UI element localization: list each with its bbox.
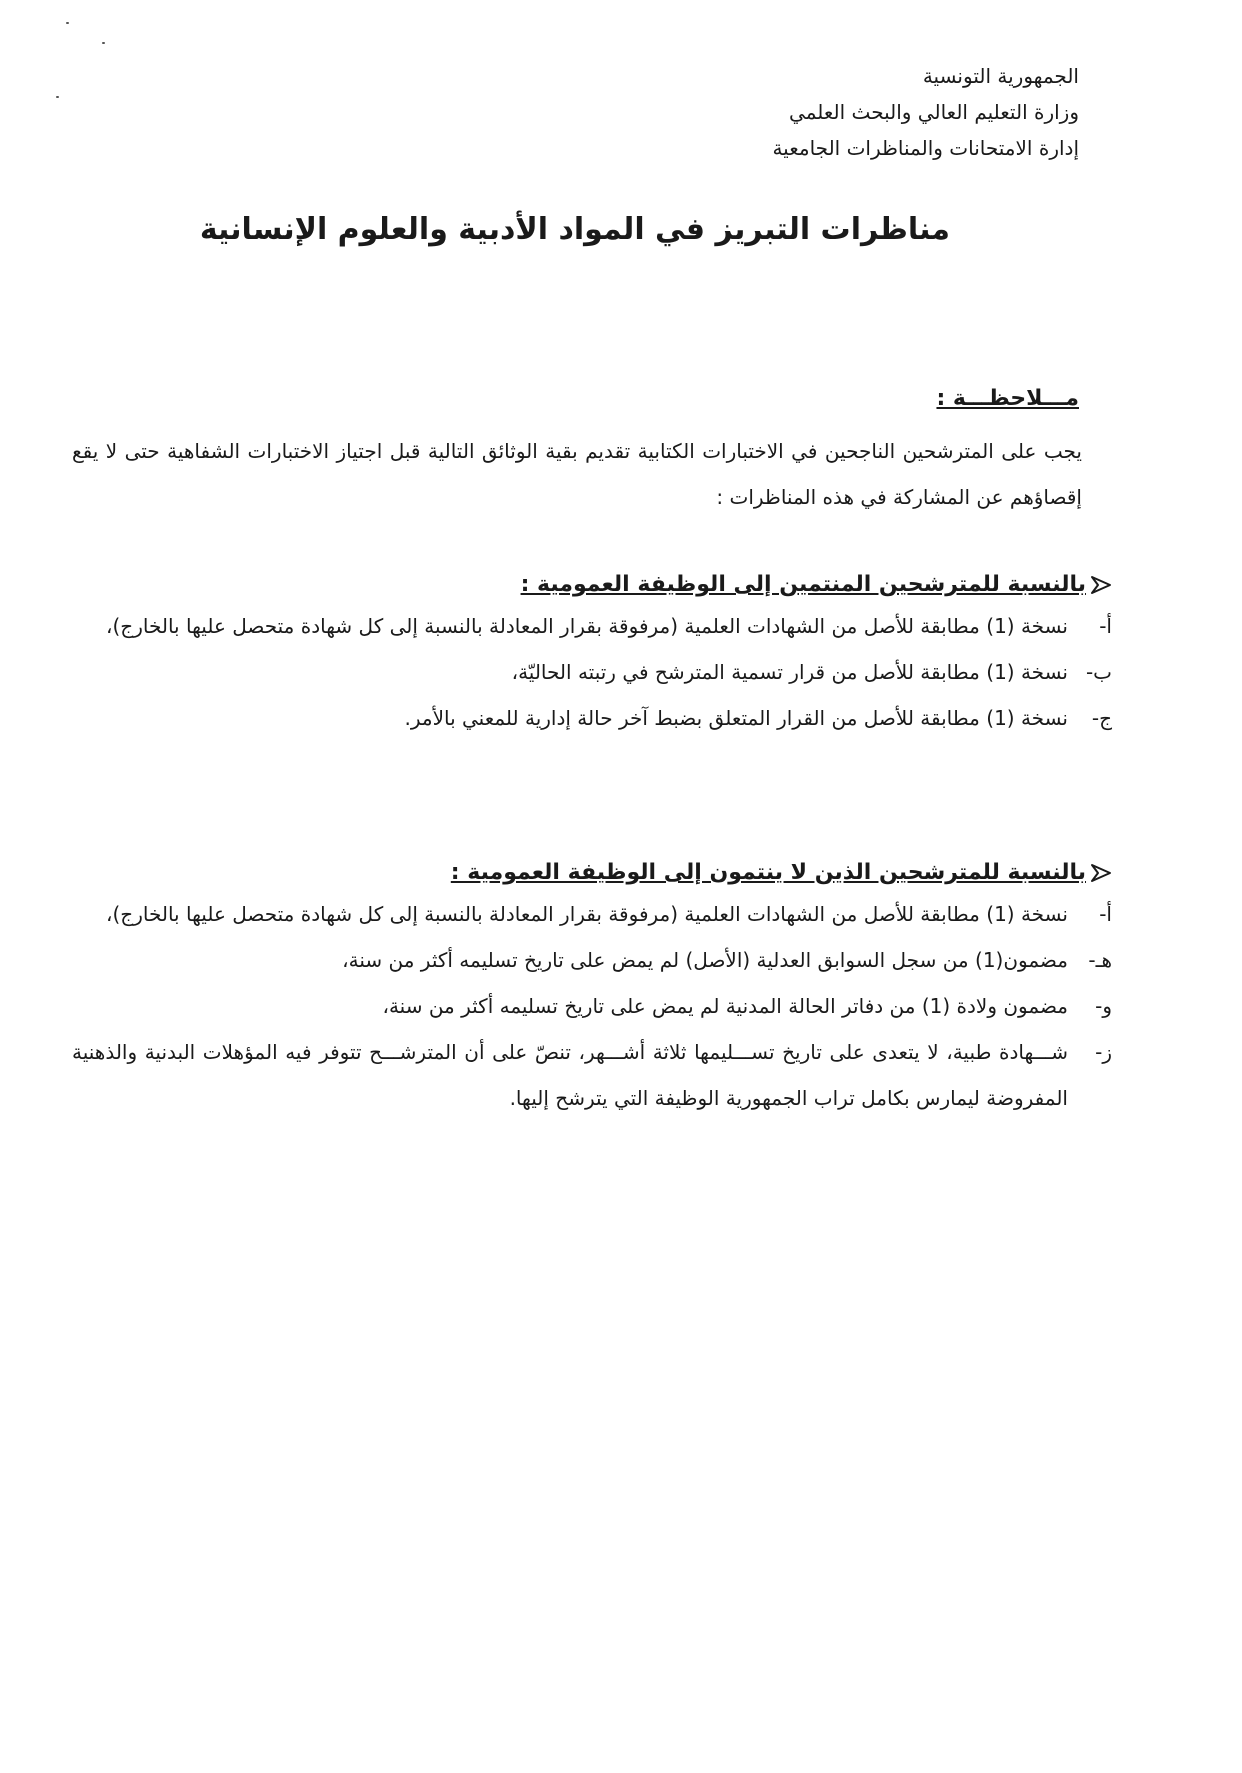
section-heading-label: بالنسبة للمترشحين الذين لا ينتمون إلى الوظيفة العمومية : — [450, 860, 1086, 885]
note-body: يجب على المترشحين الناجحين في الاختبارات الكتابية تقديم بقية الوثائق التالية قبل اجتياز الاختبارات الشفاهية حتى لا يقع إقصاؤهم عن المشاركة في هذه المناظرات : — [72, 439, 1082, 509]
list-item-mark: أ- — [1099, 902, 1112, 926]
letterhead-country: الجمهورية التونسية — [922, 64, 1079, 88]
section-heading — [72, 860, 1112, 885]
note-heading: مـــلاحظـــة : — [936, 386, 1079, 411]
list-item-mark: أ- — [1099, 614, 1112, 638]
list-item-text: نسخة (1) مطابقة للأصل من قرار تسمية المترشح في رتبته الحاليّة، — [511, 660, 1068, 684]
list-item-mark: هـ- — [1088, 948, 1112, 972]
list-item — [72, 1029, 1112, 1121]
list-item-mark: و- — [1095, 994, 1112, 1018]
section-public-servants — [72, 572, 1112, 741]
list-item-text: مضمون(1) من سجل السوابق العدلية (الأصل) لم يمض على تاريخ تسليمه أكثر من سنة، — [342, 948, 1068, 972]
document-title: مناظرات التبريز في المواد الأدبية والعلوم الإنسانية — [199, 212, 950, 247]
list-item-text: نسخة (1) مطابقة للأصل من القرار المتعلق بضبط آخر حالة إدارية للمعني بالأمر. — [404, 706, 1068, 730]
section-heading — [72, 572, 1112, 597]
arrow-bullet-icon — [1090, 862, 1112, 884]
list-item — [72, 937, 1112, 983]
scan-speck — [56, 96, 59, 98]
list-item — [72, 891, 1112, 937]
list-item-mark: ج- — [1091, 706, 1112, 730]
scan-speck — [102, 42, 105, 44]
letterhead-department: إدارة الامتحانات والمناظرات الجامعية — [772, 136, 1079, 160]
list-item-text: شـــهادة طبية، لا يتعدى على تاريخ تســـليمها ثلاثة أشـــهر، تنصّ على أن المترشـــح تتوفر فيه المؤهلات البدنية والذهنية المفروضة ليمارس بكامل تراب الجمهورية الوظيفة التي يترشح إليها. — [72, 1040, 1068, 1110]
list-item — [72, 695, 1112, 741]
list-item — [72, 649, 1112, 695]
list-item-mark: ز- — [1095, 1040, 1112, 1064]
scan-speck — [66, 22, 69, 24]
list-item — [72, 603, 1112, 649]
arrow-bullet-icon — [1090, 574, 1112, 596]
letterhead — [579, 58, 1079, 166]
list-item-text: نسخة (1) مطابقة للأصل من الشهادات العلمية (مرفوقة بقرار المعادلة بالنسبة إلى كل شهادة متحصل عليها بالخارج)، — [106, 902, 1068, 926]
section-heading-label: بالنسبة للمترشحين المنتمين إلى الوظيفة العمومية : — [520, 572, 1086, 597]
list-item-mark: ب- — [1085, 660, 1112, 684]
list-item — [72, 983, 1112, 1029]
list-item-text: مضمون ولادة (1) من دفاتر الحالة المدنية لم يمض على تاريخ تسليمه أكثر من سنة، — [382, 994, 1068, 1018]
list-item-text: نسخة (1) مطابقة للأصل من الشهادات العلمية (مرفوقة بقرار المعادلة بالنسبة إلى كل شهادة متحصل عليها بالخارج)، — [106, 614, 1068, 638]
section-non-public-servants — [72, 860, 1112, 1121]
letterhead-ministry: وزارة التعليم العالي والبحث العلمي — [789, 100, 1079, 124]
